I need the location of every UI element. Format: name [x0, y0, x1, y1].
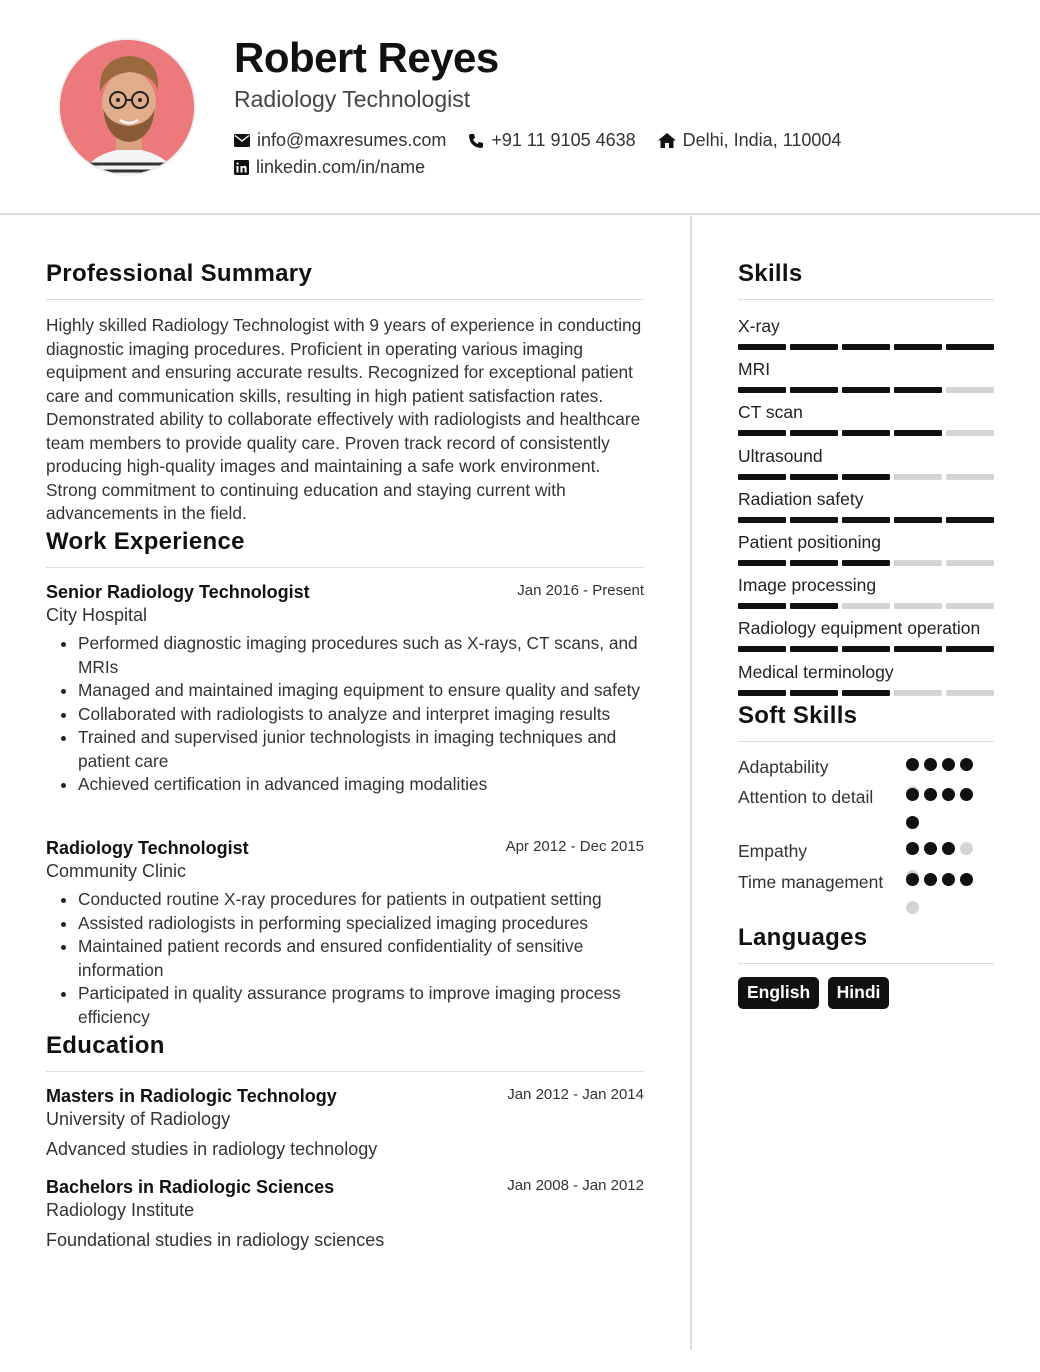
rating-dot: [942, 873, 955, 886]
skill-level-bar: [738, 603, 994, 609]
work-section-header: [46, 528, 644, 568]
language-tag: Hindi: [828, 977, 890, 1009]
job-bullets: [46, 888, 644, 1029]
skills-section: [738, 260, 994, 300]
rating-dot: [924, 788, 937, 801]
job-bullet: Conducted routine X-ray procedures for patients in outpatient setting: [58, 888, 644, 912]
skill-item: [738, 489, 994, 523]
skill-level-segment: [842, 690, 890, 696]
skill-item: [738, 446, 994, 480]
address-text: Delhi, India, 110004: [682, 130, 842, 150]
skill-level-segment: [894, 430, 942, 436]
phone-text: +91 11 9105 4638: [491, 130, 636, 150]
languages-heading: Languages: [738, 924, 868, 951]
skill-level-segment: [790, 560, 838, 566]
job-bullet: Managed and maintained imaging equipment to ensure quality and safety: [58, 679, 644, 703]
skill-name: X-ray: [738, 316, 780, 336]
soft-skills-section: [738, 702, 994, 742]
summary-heading: Professional Summary: [46, 260, 313, 287]
degree-title: Masters in Radiologic Technology: [46, 1086, 337, 1106]
soft-skill-rating: [906, 873, 986, 929]
summary-section: [46, 260, 644, 526]
soft-skill-name: Time management: [738, 872, 884, 892]
skill-level-segment: [842, 474, 890, 480]
skill-level-segment: [738, 603, 786, 609]
resume-header: [0, 0, 1040, 215]
degree-title: Bachelors in Radiologic Sciences: [46, 1177, 335, 1197]
work-heading: Work Experience: [46, 528, 245, 555]
skill-level-segment: [946, 560, 994, 566]
skill-level-segment: [946, 344, 994, 350]
skill-level-segment: [894, 690, 942, 696]
rating-dot: [906, 816, 919, 829]
education-description: Advanced studies in radiology technology: [46, 1139, 378, 1159]
skill-name: Radiology equipment operation: [738, 618, 981, 639]
skill-level-bar: [738, 387, 994, 393]
rating-dot: [960, 788, 973, 801]
skill-level-segment: [894, 344, 942, 350]
skill-level-segment: [738, 387, 786, 393]
skill-level-segment: [738, 517, 786, 523]
education-date: Jan 2012 - Jan 2014: [507, 1086, 644, 1103]
soft-skill-item: [738, 840, 998, 864]
skill-level-segment: [894, 560, 942, 566]
skill-level-segment: [790, 474, 838, 480]
job-bullet: Performed diagnostic imaging procedures such as X-rays, CT scans, and MRIs: [58, 632, 644, 679]
job-title: Senior Radiology Technologist: [46, 582, 310, 602]
contact-phone[interactable]: [468, 130, 635, 151]
rating-dot: [960, 842, 973, 855]
skill-level-segment: [842, 560, 890, 566]
skill-level-segment: [790, 387, 838, 393]
skill-item: [738, 532, 994, 566]
rating-dot: [942, 842, 955, 855]
job-entry: [46, 838, 644, 1029]
education-entry: [46, 1086, 644, 1160]
skill-level-segment: [842, 646, 890, 652]
skill-level-segment: [946, 603, 994, 609]
skill-item: [738, 359, 994, 393]
job-bullet: Collaborated with radiologists to analyze and interpret imaging results: [58, 703, 644, 727]
envelope-icon: [234, 134, 250, 147]
skill-item: [738, 402, 994, 436]
column-divider: [690, 216, 692, 1350]
contact-row: [234, 130, 863, 151]
rating-dot: [906, 842, 919, 855]
section-divider: [46, 567, 644, 568]
education-section-header: [46, 1032, 644, 1072]
skill-level-segment: [790, 603, 838, 609]
job-bullet: Assisted radiologists in performing specialized imaging procedures: [58, 912, 644, 936]
job-title: Radiology Technologist: [46, 838, 249, 858]
skill-level-segment: [946, 517, 994, 523]
skill-level-bar: [738, 474, 994, 480]
rating-dot: [924, 758, 937, 771]
job-date: Apr 2012 - Dec 2015: [505, 838, 644, 855]
job-bullet: Participated in quality assurance programs to improve imaging process efficiency: [58, 982, 644, 1029]
profile-photo: [58, 38, 196, 176]
summary-text: Highly skilled Radiology Technologist with 9 years of experience in conducting diagnostic imaging procedures. Proficient in operating various imaging equipment and ensuring accurate results. Recognized for exceptional patient care and communication skills, resulting in high patient satisfaction rates. Demonstrated ability to collaborate effectively with radiologists and healthcare team members to provide quality care. Proven track record of consistently producing high-quality images and maintaining a safe work environment. Strong commitment to continuing education and staying current with advancements in the field.: [46, 315, 642, 523]
skill-level-segment: [842, 387, 890, 393]
skill-level-segment: [738, 560, 786, 566]
education-description: Foundational studies in radiology sciences: [46, 1230, 385, 1250]
skill-level-segment: [842, 344, 890, 350]
school-name: University of Radiology: [46, 1109, 231, 1129]
job-bullet: Maintained patient records and ensured confidentiality of sensitive information: [58, 935, 644, 982]
contact-email[interactable]: [234, 130, 446, 151]
education-heading: Education: [46, 1032, 165, 1059]
phone-icon: [468, 133, 484, 149]
skill-level-segment: [946, 387, 994, 393]
rating-dot: [924, 873, 937, 886]
skill-level-segment: [946, 646, 994, 652]
skill-level-segment: [738, 474, 786, 480]
rating-dot: [942, 788, 955, 801]
skill-level-segment: [738, 646, 786, 652]
school-name: Radiology Institute: [46, 1200, 195, 1220]
skill-level-segment: [946, 474, 994, 480]
skill-level-segment: [790, 646, 838, 652]
section-divider: [738, 741, 994, 742]
languages-section: [738, 924, 994, 1009]
home-icon: [658, 133, 676, 148]
job-entry: [46, 582, 644, 797]
skills-heading: Skills: [738, 260, 803, 287]
rating-dot: [942, 758, 955, 771]
skill-name: Radiation safety: [738, 488, 864, 509]
skill-level-segment: [894, 387, 942, 393]
skill-level-segment: [790, 517, 838, 523]
skill-level-segment: [894, 646, 942, 652]
section-divider: [46, 1071, 644, 1072]
job-bullets: [46, 632, 644, 797]
skill-level-segment: [790, 690, 838, 696]
candidate-name: Robert Reyes: [234, 34, 499, 81]
skill-level-bar: [738, 646, 994, 652]
rating-dot: [960, 873, 973, 886]
skill-name: Image processing: [738, 575, 877, 596]
soft-skill-item: [738, 756, 998, 780]
skill-level-segment: [946, 690, 994, 696]
skill-level-segment: [946, 430, 994, 436]
skill-level-bar: [738, 430, 994, 436]
skill-name: Patient positioning: [738, 532, 882, 552]
rating-dot: [924, 842, 937, 855]
skill-item: [738, 618, 994, 652]
rating-dot: [906, 901, 919, 914]
soft-skills-heading: Soft Skills: [738, 702, 858, 729]
job-bullet: Achieved certification in advanced imaging modalities: [58, 773, 644, 797]
section-divider: [738, 963, 994, 964]
skill-level-bar: [738, 344, 994, 350]
skill-level-segment: [790, 344, 838, 350]
soft-skill-name: Adaptability: [738, 757, 829, 777]
skill-level-bar: [738, 560, 994, 566]
skill-name: Ultrasound: [738, 445, 823, 466]
skill-level-bar: [738, 517, 994, 523]
skill-level-segment: [738, 690, 786, 696]
soft-skill-item: [738, 786, 998, 810]
linkedin-text: linkedin.com/in/name: [256, 157, 426, 177]
skill-level-segment: [738, 344, 786, 350]
job-organization: Community Clinic: [46, 861, 187, 881]
job-bullet: Trained and supervised junior technologists in imaging techniques and patient care: [58, 726, 644, 773]
skill-level-segment: [842, 603, 890, 609]
rating-dot: [906, 873, 919, 886]
rating-dot: [906, 788, 919, 801]
language-tags: [738, 977, 994, 1009]
contact-linkedin[interactable]: [234, 157, 425, 178]
language-tag: English: [738, 977, 819, 1009]
skill-item: [738, 316, 994, 350]
skill-name: Medical terminology: [738, 661, 894, 682]
soft-skill-rating: [906, 788, 986, 844]
skill-level-segment: [738, 430, 786, 436]
email-text: info@maxresumes.com: [257, 130, 447, 150]
section-divider: [46, 299, 644, 300]
skill-name: CT scan: [738, 402, 803, 423]
skill-level-segment: [894, 517, 942, 523]
person-portrait-icon: [60, 40, 196, 176]
soft-skill-name: Attention to detail: [738, 787, 874, 807]
skill-level-segment: [842, 430, 890, 436]
skill-level-segment: [894, 603, 942, 609]
skill-name: MRI: [738, 359, 771, 380]
rating-dot: [960, 758, 973, 771]
soft-skill-name: Empathy: [738, 841, 808, 861]
rating-dot: [906, 758, 919, 771]
skill-level-segment: [894, 474, 942, 480]
contact-address: [658, 130, 842, 151]
contact-row-2: [234, 157, 447, 178]
candidate-title: Radiology Technologist: [234, 86, 471, 112]
skill-item: [738, 662, 994, 696]
linkedin-icon: [234, 160, 249, 175]
job-organization: City Hospital: [46, 605, 148, 625]
skill-level-segment: [790, 430, 838, 436]
soft-skill-item: [738, 871, 998, 895]
education-date: Jan 2008 - Jan 2012: [507, 1177, 644, 1194]
skill-level-segment: [842, 517, 890, 523]
job-date: Jan 2016 - Present: [517, 582, 644, 599]
skill-level-bar: [738, 690, 994, 696]
education-entry: [46, 1177, 644, 1251]
section-divider: [738, 299, 994, 300]
skill-item: [738, 575, 994, 609]
